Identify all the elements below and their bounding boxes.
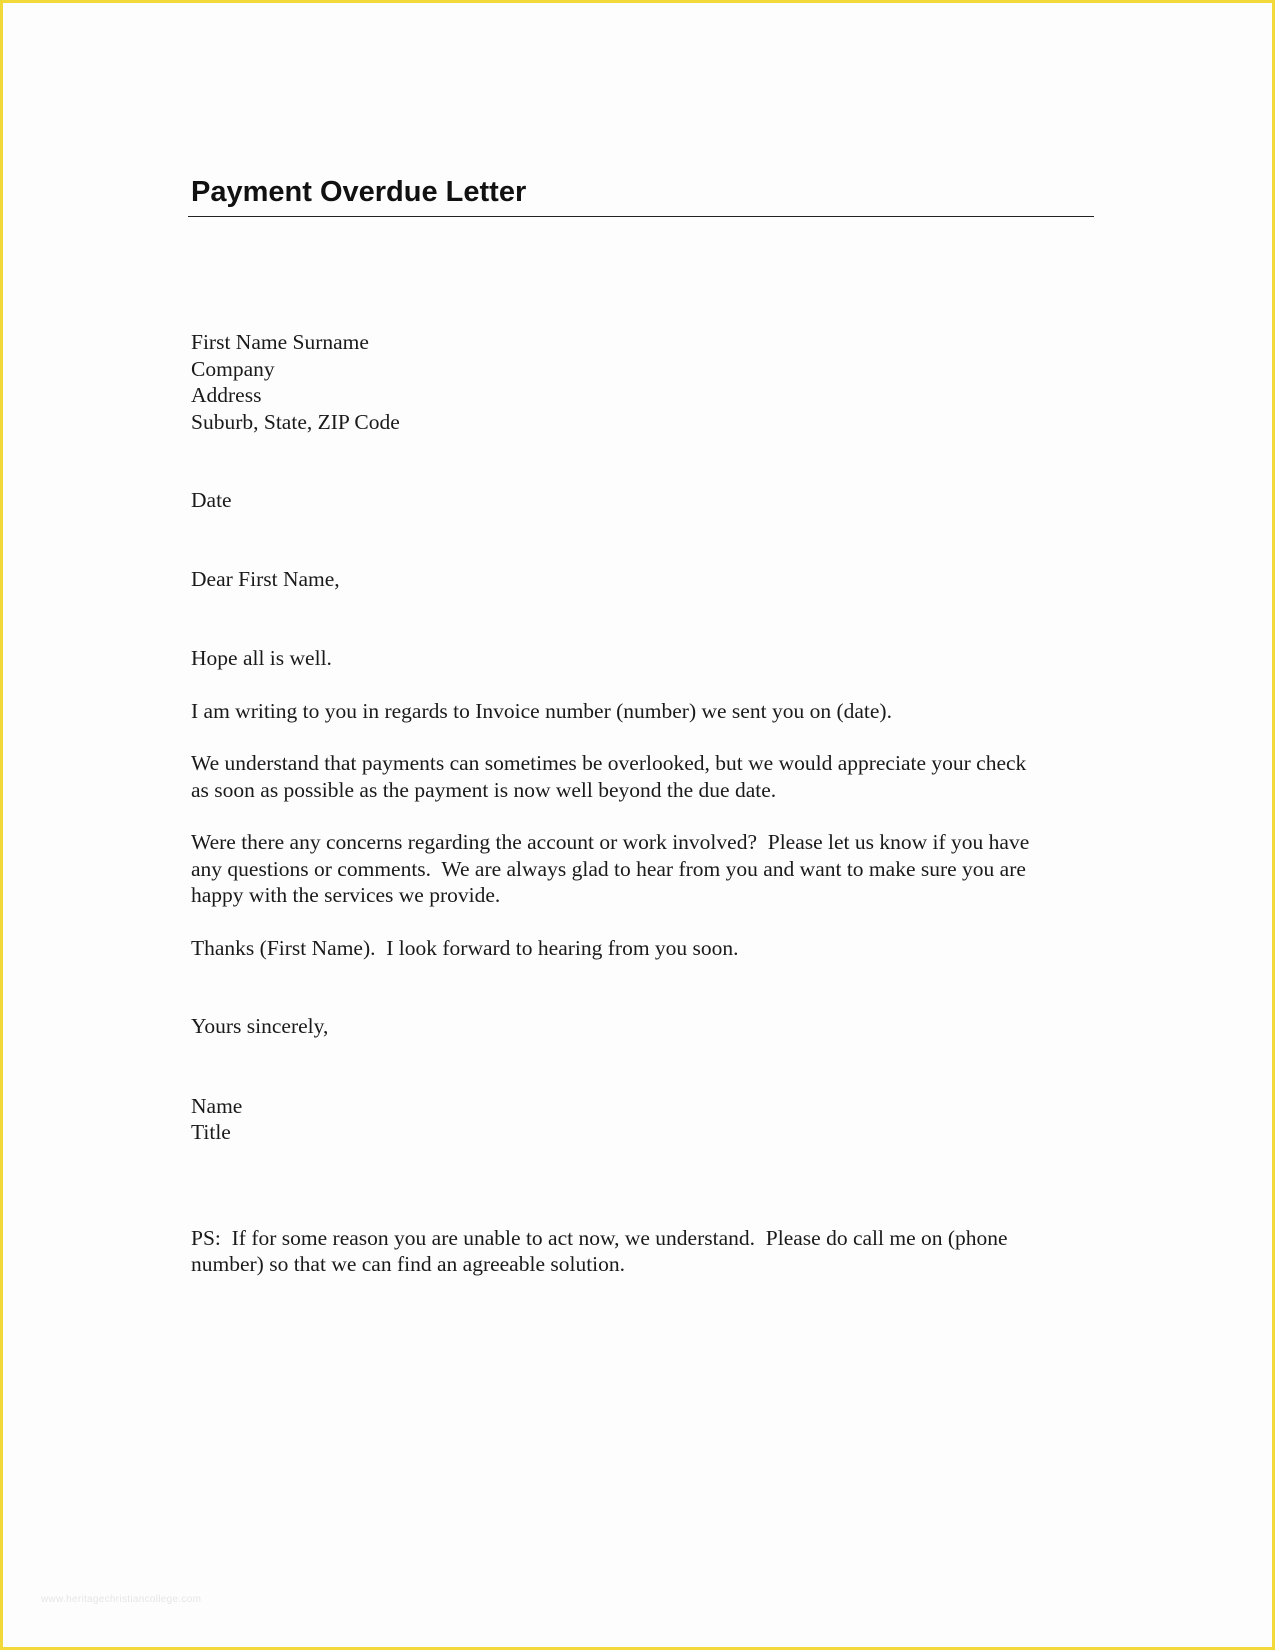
paragraph-payment-request [191,750,1095,803]
paragraph-thanks [191,935,1095,962]
signature-title: Title [191,1120,231,1144]
salutation-block [191,566,1095,593]
closing-block [191,1013,1095,1040]
letter-date-block [191,487,1095,514]
paragraph-line: any questions or comments. We are always glad to hear from you and want to make sure you are [191,856,1026,881]
paragraph-line: Were there any concerns regarding the account or work involved? Please let us know if you have [191,830,1030,854]
paragraph-line: I am writing to you in regards to Invoice number (number) we sent you on (date). [191,698,892,723]
paragraph-line: Thanks (First Name). I look forward to hearing from you soon. [191,935,739,960]
closing: Yours sincerely, [191,1014,329,1038]
postscript [191,1225,1095,1278]
paragraph-line: We understand that payments can sometimes be overlooked, but we would appreciate your check [191,751,1027,775]
document-title: Payment Overdue Letter [191,176,527,208]
title-underline [188,216,1094,217]
postscript-line: PS: If for some reason you are unable to act now, we understand. Please do call me on (phone [191,1225,1008,1250]
recipient-name: First Name Surname [191,330,369,354]
recipient-address-block [191,329,1095,435]
footer-watermark: www.heritagechristiancollege.com [41,1594,202,1605]
paragraph-line: as soon as possible as the payment is now well beyond the due date. [191,777,777,802]
paragraph-concerns [191,829,1095,909]
recipient-company: Company [191,356,275,381]
letter-date: Date [191,488,232,512]
letter-content [191,175,1095,1278]
paragraph-invoice-reference [191,698,1095,725]
paragraph-line: Hope all is well. [191,646,332,670]
postscript-line: number) so that we can find an agreeable solution. [191,1252,626,1276]
signature-name: Name [191,1093,243,1118]
signature-block [191,1093,1095,1146]
recipient-location: Suburb, State, ZIP Code [191,409,400,434]
recipient-address: Address [191,383,262,407]
paragraph-greeting [191,645,1095,672]
paragraph-line: happy with the services we provide. [191,883,501,907]
salutation: Dear First Name, [191,566,340,591]
